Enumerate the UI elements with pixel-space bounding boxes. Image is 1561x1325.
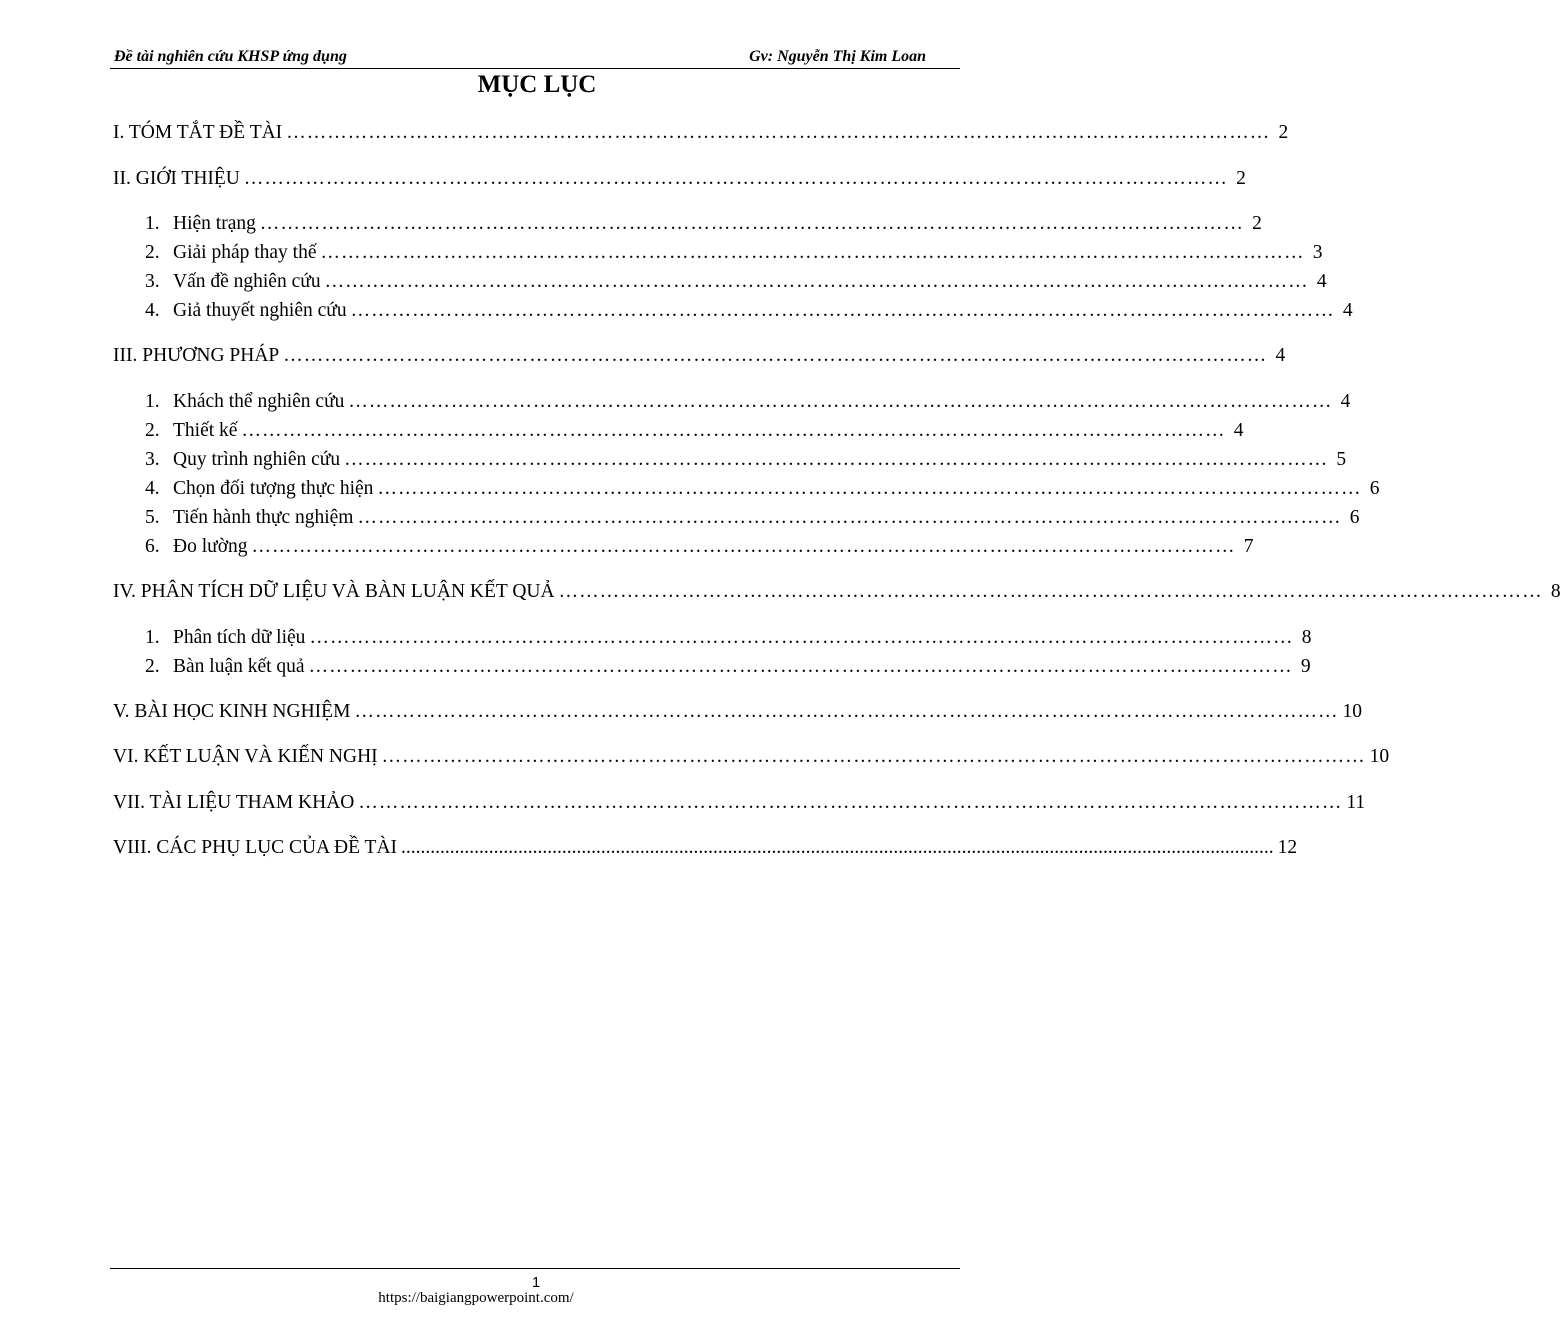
toc-leader: ………………………………………………………………………………………………………………………………: [357, 507, 1342, 528]
toc-leader: ………………………………………………………………………………………………………………………………: [283, 345, 1268, 366]
toc-page: 12: [1277, 837, 1298, 858]
toc-page: 4: [1342, 300, 1353, 321]
toc-subsection: [145, 507, 1360, 531]
toc-label: Giải pháp thay thế: [173, 242, 317, 263]
toc-page: 8: [1550, 581, 1561, 602]
toc-section: [113, 746, 1390, 770]
toc-page: 8: [1301, 627, 1312, 648]
toc-leader: ………………………………………………………………………………………………………………………………: [348, 391, 1333, 412]
toc-section: [113, 837, 1298, 861]
toc-subsection: [145, 391, 1351, 415]
toc-label: V. BÀI HỌC KINH NGHIỆM: [113, 701, 351, 722]
toc-leader: ………………………………………………………………………………………………………………………………: [381, 746, 1366, 767]
toc-leader: ………………………………………………………………………………………………………………………………: [308, 656, 1293, 677]
toc-number: 2.: [145, 420, 160, 441]
toc-section: [113, 168, 1246, 192]
toc-label: II. GIỚI THIỆU: [113, 168, 240, 189]
toc-leader: ………………………………………………………………………………………………………………………………: [320, 242, 1305, 263]
toc-leader: ………………………………………………………………………………………………………………………………: [251, 536, 1236, 557]
toc-subsection: [145, 300, 1353, 324]
toc-number: 1.: [145, 391, 160, 412]
toc-subsection: [145, 271, 1327, 295]
toc-page: 4: [1316, 271, 1327, 292]
toc-leader: ………………………………………………………………………………………………………………………………: [324, 271, 1309, 292]
toc-section: [113, 122, 1289, 146]
toc-subsection: [145, 656, 1311, 680]
toc-page: 9: [1300, 656, 1311, 677]
page-title: MỤC LỤC: [477, 71, 597, 98]
toc-leader: ………………………………………………………………………………………………………………………………: [354, 701, 1339, 722]
toc-page: 4: [1233, 420, 1244, 441]
toc-label: VII. TÀI LIỆU THAM KHẢO: [113, 792, 355, 813]
toc-label: Phân tích dữ liệu: [173, 627, 306, 648]
toc-label: VIII. CÁC PHỤ LỤC CỦA ĐỀ TÀI: [113, 837, 398, 858]
toc-page: 2: [1252, 213, 1262, 234]
toc-label: Khách thể nghiên cứu: [173, 391, 345, 412]
toc-number: 4.: [145, 300, 160, 321]
header-author: Gv: Nguyễn Thị Kim Loan: [749, 48, 926, 65]
toc-leader: ………………………………………………………………………………………………………………………………: [377, 478, 1362, 499]
toc-label: Giả thuyết nghiên cứu: [173, 300, 347, 321]
toc-section: [113, 345, 1286, 369]
toc-subsection: [145, 478, 1380, 502]
toc-page: 2: [1236, 168, 1246, 189]
toc-leader: ………………………………………………………………………………………………………………………………: [243, 168, 1228, 189]
toc-number: 2.: [145, 656, 160, 677]
toc-page: 10: [1369, 746, 1390, 767]
toc-leader: ...................................................................................................................................................................................: [401, 837, 1274, 858]
toc-number: 6.: [145, 536, 160, 557]
toc-subsection: [145, 627, 1312, 651]
page-number: 1: [531, 1274, 541, 1291]
toc-number: 5.: [145, 507, 160, 528]
toc-page: 7: [1243, 536, 1254, 557]
page-header: [110, 46, 960, 69]
toc-label: Tiến hành thực nghiệm: [173, 507, 354, 528]
toc-label: Vấn đề nghiên cứu: [173, 271, 321, 292]
toc-subsection: [145, 213, 1262, 237]
toc-leader: ………………………………………………………………………………………………………………………………: [241, 420, 1226, 441]
toc-leader: ………………………………………………………………………………………………………………………………: [344, 449, 1329, 470]
toc-subsection: [145, 536, 1254, 560]
toc-page: 10: [1342, 701, 1362, 722]
toc-number: 2.: [145, 242, 160, 263]
footer-url: https://baigiangpowerpoint.com/: [378, 1290, 574, 1306]
toc-leader: ………………………………………………………………………………………………………………………………: [309, 627, 1294, 648]
footer-divider: [110, 1268, 960, 1269]
toc-leader: ………………………………………………………………………………………………………………………………: [286, 122, 1271, 143]
toc-page: 6: [1349, 507, 1360, 528]
toc-page: 11: [1346, 792, 1366, 813]
toc-leader: ………………………………………………………………………………………………………………………………: [259, 213, 1244, 234]
toc-leader: ………………………………………………………………………………………………………………………………: [350, 300, 1335, 321]
toc-subsection: [145, 420, 1244, 444]
toc-number: 1.: [145, 627, 160, 648]
toc-number: 1.: [145, 213, 160, 234]
toc-section: [113, 792, 1366, 816]
toc-label: III. PHƯƠNG PHÁP: [113, 345, 280, 366]
toc-subsection: [145, 242, 1323, 266]
toc-page: 4: [1340, 391, 1351, 412]
toc-section: [113, 701, 1362, 725]
toc-label: Chọn đối tượng thực hiện: [173, 478, 374, 499]
toc-number: 4.: [145, 478, 160, 499]
toc-label: Thiết kế: [173, 420, 238, 441]
toc-label: VI. KẾT LUẬN VÀ KIẾN NGHỊ: [113, 746, 378, 767]
toc-section: [113, 581, 1561, 605]
toc-label: Hiện trạng: [173, 213, 256, 234]
header-document-title: Đề tài nghiên cứu KHSP ứng dụng: [114, 48, 347, 65]
toc-page: 3: [1312, 242, 1323, 263]
toc-label: Bàn luận kết quả: [173, 656, 305, 677]
toc-number: 3.: [145, 449, 160, 470]
toc-number: 3.: [145, 271, 160, 292]
toc-page: 2: [1278, 122, 1289, 143]
toc-label: Đo lường: [173, 536, 248, 557]
toc-page: 5: [1336, 449, 1347, 470]
toc-label: I. TÓM TẮT ĐỀ TÀI: [113, 122, 283, 143]
toc-page: 6: [1369, 478, 1380, 499]
toc-label: Quy trình nghiên cứu: [173, 449, 341, 470]
toc-page: 4: [1275, 345, 1286, 366]
toc-leader: ………………………………………………………………………………………………………………………………: [558, 581, 1543, 602]
toc-subsection: [145, 449, 1347, 473]
toc-label: IV. PHÂN TÍCH DỮ LIỆU VÀ BÀN LUẬN KẾT QUẢ: [113, 581, 555, 602]
toc-leader: ………………………………………………………………………………………………………………………………: [358, 792, 1343, 813]
